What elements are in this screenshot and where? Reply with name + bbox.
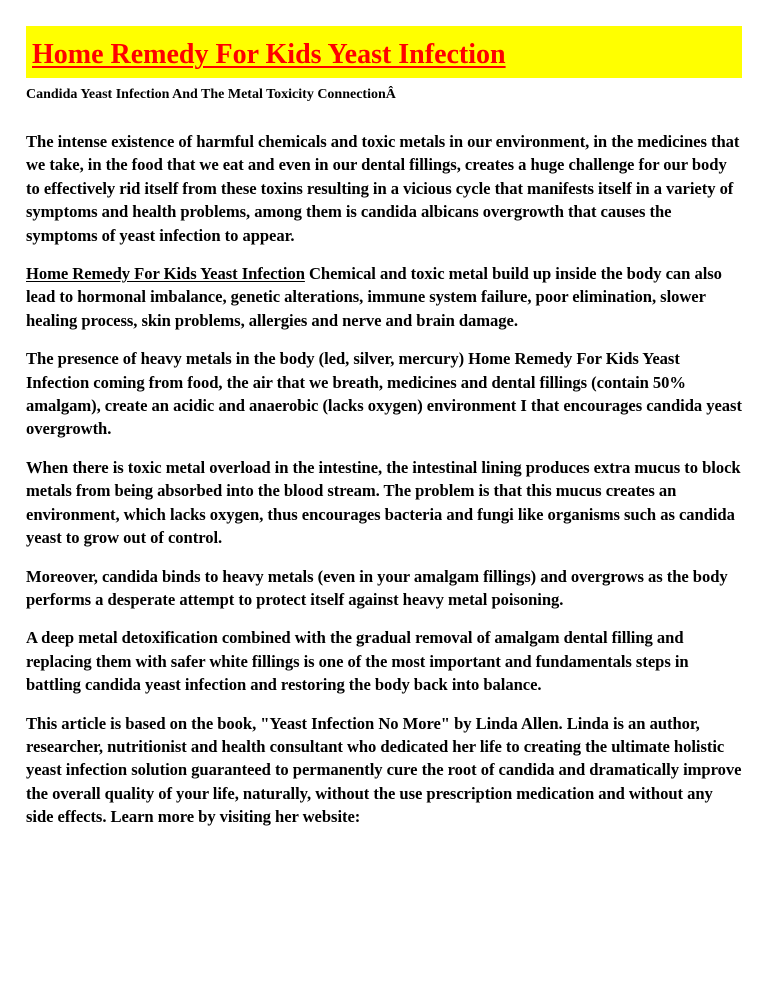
- title-link[interactable]: Home Remedy For Kids Yeast Infection: [32, 39, 506, 70]
- paragraph-2: [26, 262, 742, 332]
- subtitle: Candida Yeast Infection And The Metal Toxicity ConnectionÂ: [26, 87, 396, 102]
- paragraph-6: A deep metal detoxification combined with the gradual removal of amalgam dental filling and replacing them with safer white fillings is one of the most important and fundamentals steps in battling candida yeast infection and restoring the body back into balance.: [26, 628, 689, 695]
- inline-keyword-link[interactable]: Home Remedy For Kids Yeast Infection: [26, 264, 305, 284]
- paragraph-3: The presence of heavy metals in the body (led, silver, mercury) Home Remedy For Kids Yeast Infection coming from food, the air that we breath, medicines and dental fillings (contain 50% amalgam), create an acidic and anaerobic (lacks oxygen) environment I that encourages candida yeast overgrowth.: [26, 349, 742, 439]
- paragraph-5: Moreover, candida binds to heavy metals (even in your amalgam fillings) and overgrows as the body performs a desperate attempt to protect itself against heavy metal poisoning.: [26, 566, 728, 609]
- paragraph-1: The intense existence of harmful chemicals and toxic metals in our environment, in the medicines that we take, in the food that we eat and even in our dental fillings, creates a huge challenge for our body to effectively rid itself from these toxins resulting in a vicious cycle that manifests itself in a variety of symptoms and health problems, among them is candida albicans overgrowth that causes the symptoms of yeast infection to appear.: [26, 132, 740, 245]
- paragraph-7: This article is based on the book, "Yeast Infection No More" by Linda Allen. Linda is an author, researcher, nutritionist and health consultant who dedicated her life to creating the ultimate holistic yeast infection solution guaranteed to permanently cure the root of candida and dramatically improve the overall quality of your life, naturally, without the use prescription medication and without any side effects. Learn more by visiting her website:: [26, 713, 742, 827]
- title-banner: [26, 26, 742, 78]
- paragraph-4: When there is toxic metal overload in the intestine, the intestinal lining produces extra mucus to block metals from being absorbed into the blood stream. The problem is that this mucus creates an environment, which lacks oxygen, thus encourages bacteria and fungi like organisms such as candida yeast to grow out of control.: [26, 457, 741, 548]
- article-body: [26, 130, 742, 844]
- paragraph-2-text: Chemical and toxic metal build up inside the body can also lead to hormonal imbalance, genetic alterations, immune system failure, poor elimination, slower healing process, skin problems, allergies and nerve and brain damage.: [26, 264, 722, 330]
